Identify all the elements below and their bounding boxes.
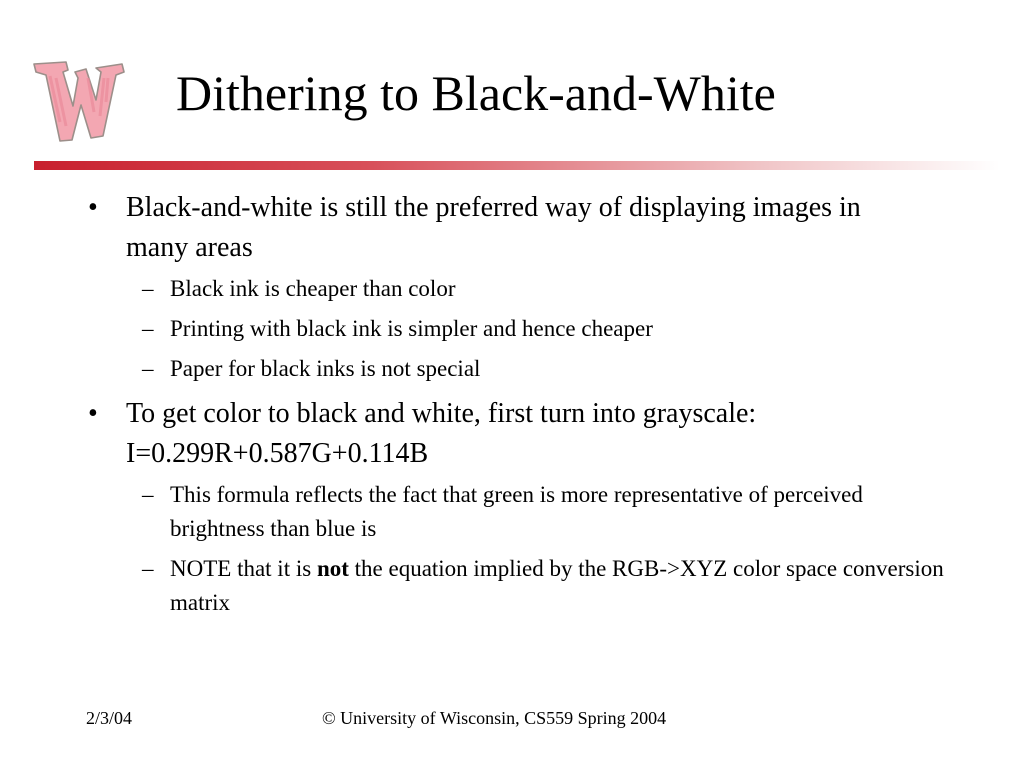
dash-marker: –	[142, 276, 154, 301]
title-divider	[34, 161, 1000, 170]
footer-copyright: © University of Wisconsin, CS559 Spring 2004	[322, 708, 667, 728]
sub-bullet-text: Black ink is cheaper than color	[170, 276, 456, 301]
note-emphasis: not	[316, 556, 349, 581]
note-text-after: the equation implied by the RGB->XYZ color space conversion matrix	[170, 556, 944, 615]
dash-marker: –	[142, 482, 154, 507]
sub-bullet-text: Paper for black inks is not special	[170, 356, 481, 381]
sub-bullet-text: Printing with black ink is simpler and hence cheaper	[170, 316, 653, 341]
footer-date: 2/3/04	[86, 708, 133, 728]
slide-body	[0, 188, 1024, 620]
bullet-marker: •	[88, 192, 98, 223]
dash-marker: –	[142, 356, 154, 381]
sub-bullet-item-note	[142, 552, 950, 620]
sub-bullet-item	[142, 478, 950, 546]
dash-marker: –	[142, 316, 154, 341]
bullet-text: To get color to black and white, first turn into grayscale: I=0.299R+0.587G+0.114B	[126, 398, 757, 469]
slide-title: Dithering to Black-and-White	[176, 65, 776, 121]
wisconsin-w-logo-icon	[30, 42, 130, 142]
bullet-item	[88, 394, 926, 474]
bullet-marker: •	[88, 398, 98, 429]
bullet-text: Black-and-white is still the preferred way of displaying images in many areas	[126, 192, 861, 263]
sub-bullet-item	[142, 352, 950, 386]
sub-bullet-item	[142, 312, 950, 346]
bullet-item	[88, 188, 926, 268]
dash-marker: –	[142, 556, 154, 581]
sub-bullet-item	[142, 272, 950, 306]
sub-bullet-text: This formula reflects the fact that green is more representative of perceived brightness than blue is	[170, 482, 863, 541]
note-text-before: NOTE that it is	[170, 556, 317, 581]
